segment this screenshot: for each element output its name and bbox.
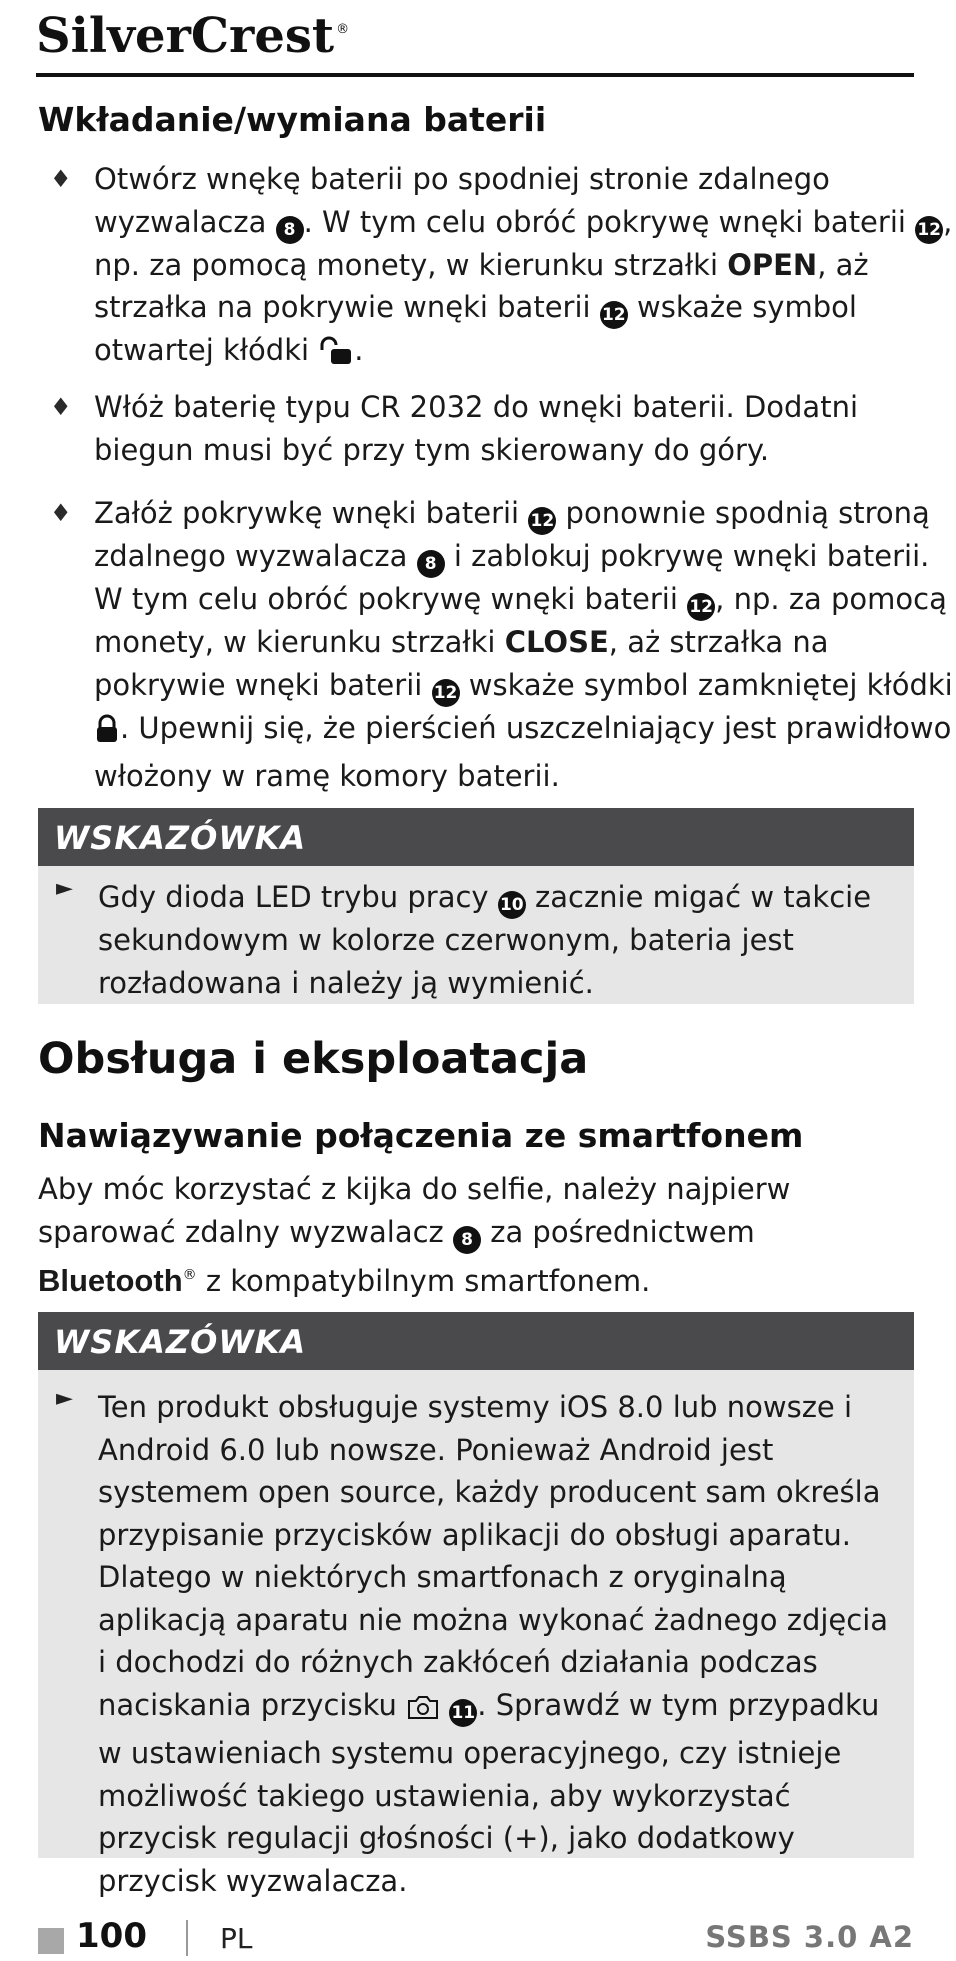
language-code: PL	[220, 1922, 253, 1955]
page-number: 100	[76, 1916, 147, 1956]
bullet-text: Włóż baterię typu CR 2032 do wnęki baterii. Dodatni biegun musi być przy tym skierowany do góry.	[94, 390, 859, 467]
ref-number: 11	[449, 1699, 477, 1727]
note-heading-label: WSKAZÓWKA	[54, 819, 307, 857]
note-text: Ten produkt obsługuje systemy iOS 8.0 lub nowsze i Android 6.0 lub nowsze. Ponieważ Android jest systemem open source, każdy producent sam określa przypisanie przycisków aplikacji do obsługi aparatu. Dlatego w niektórych smartfonach z oryginalną aplikacją aparatu nie można wykonać żadnego zdjęcia i dochodzi do różnych zakłóceń działania podczas naciskania przycisku 11. Sprawdź w tym przypadku w ustawieniach systemu operacyjnego, czy istnieje możliwość takiego ustawienia, aby wykorzystać przycisk regulacji głośności (+), jako dodatkowy przycisk wyzwalacza.	[98, 1390, 889, 1898]
ref-number: 8	[453, 1226, 481, 1254]
ref-number: 10	[498, 891, 526, 919]
ref-number: 12	[915, 216, 943, 244]
triangle-bullet-icon: ►	[56, 876, 73, 901]
ref-number: 12	[600, 301, 628, 329]
note-box	[38, 1370, 914, 1898]
model-number: SSBS 3.0 A2	[705, 1920, 914, 1954]
pairing-paragraph: Aby móc korzystać z kijka do selfie, należy najpierw sparować zdalny wyzwalacz 8 za pośrednictwem Bluetooth® z kompatybilnym smartfonem.	[38, 1172, 791, 1298]
ref-number: 8	[417, 550, 445, 578]
note-box	[38, 866, 914, 1004]
note-heading	[38, 808, 914, 866]
ref-number: 8	[276, 216, 304, 244]
bluetooth-wordmark: Bluetooth	[38, 1262, 183, 1298]
note-heading-label: WSKAZÓWKA	[54, 1323, 307, 1361]
section-title-battery: Wkładanie/wymiana baterii	[38, 100, 547, 139]
unlocked-padlock-icon	[318, 335, 354, 378]
note-heading	[38, 1312, 914, 1370]
note-text: Gdy dioda LED trybu pracy 10 zacznie migać w takcie sekundowym w kolorze czerwonym, bateria jest rozładowana i należy ją wymienić.	[98, 880, 872, 1000]
header-rule	[36, 73, 914, 77]
diamond-bullet-icon: ♦	[50, 165, 72, 193]
bullet-text: Otwórz wnękę baterii po spodniej stronie zdalnego wyzwalacza 8 . W tym celu obróć pokrywę wnęki baterii 12, np. za pomocą monety, w kierunku strzałki OPEN, aż strzałka na pokrywie wnęki baterii 12 wskaże symbol otwartej kłódki .	[94, 158, 956, 378]
footer-divider	[186, 1920, 188, 1956]
brand-name: SilverCrest	[36, 8, 335, 64]
ref-number: 12	[432, 679, 460, 707]
locked-padlock-icon	[94, 713, 120, 756]
ref-number: 12	[528, 507, 556, 535]
section-title-operation: Obsługa i eksploatacja	[38, 1034, 589, 1084]
ref-number: 12	[687, 593, 715, 621]
footer-marker	[38, 1928, 64, 1954]
diamond-bullet-icon: ♦	[50, 393, 72, 421]
triangle-bullet-icon: ►	[56, 1386, 73, 1411]
subsection-title-pairing: Nawiązywanie połączenia ze smartfonem	[38, 1116, 804, 1155]
bullet-text: Załóż pokrywkę wnęki baterii 12 ponownie spodnią stroną zdalnego wyzwalacza 8 i zablokuj pokrywę wnęki baterii. W tym celu obróć pokrywę wnęki baterii 12, np. za pomocą monety, w kierunku strzałki CLOSE, aż strzałka na pokrywie wnęki baterii 12 wskaże symbol zamkniętej kłódki . Upewnij się, że pierścień uszczelniający jest prawidłowo włożony w ramę komory baterii.	[94, 496, 953, 793]
camera-icon	[406, 1690, 440, 1733]
brand-logo	[36, 8, 349, 64]
diamond-bullet-icon: ♦	[50, 499, 72, 527]
registered-mark: ®	[336, 22, 350, 37]
